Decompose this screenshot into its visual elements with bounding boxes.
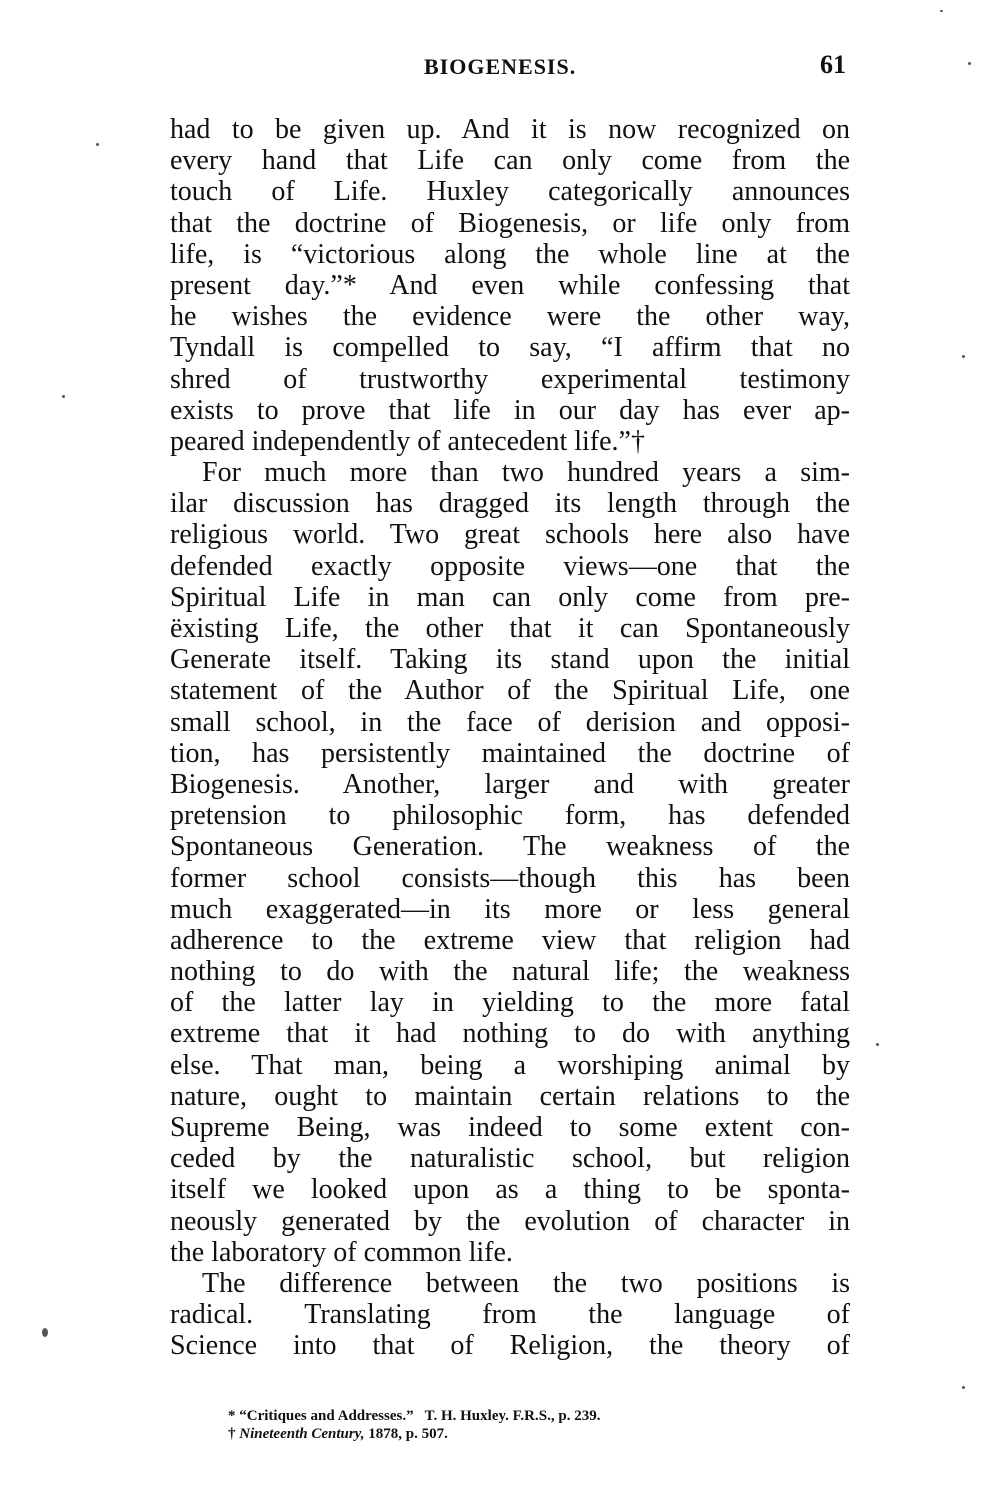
text-line: religious world. Two great schools here also have (170, 519, 850, 551)
footnotes (228, 1407, 828, 1443)
text-line: For much more than two hundred years a sim- (202, 457, 850, 489)
scan-speck (62, 395, 65, 398)
text-line: Spiritual Life in man can only come from pre- (170, 581, 850, 613)
text-line: ëxisting Life, the other that it can Spontaneously (170, 613, 850, 644)
scan-speck (940, 10, 943, 12)
text-line: he wishes the evidence were the other way, (170, 301, 850, 333)
scan-speck (42, 1328, 48, 1337)
text-line: else. That man, being a worshiping animal by (170, 1049, 850, 1081)
text-line: shred of trustworthy experimental testimony (170, 363, 850, 395)
scan-speck (962, 355, 965, 358)
text-line: pretension to philosophic form, has defended (170, 800, 850, 832)
footnote-huxley (228, 1407, 828, 1425)
running-title: BIOGENESIS. (424, 54, 577, 79)
text-line: Supreme Being, was indeed to some extent con- (170, 1112, 850, 1143)
footnote-author: T. H. Huxley. F.R.S., p. 239. (424, 1408, 601, 1424)
text-line: the laboratory of common life. (170, 1236, 513, 1268)
text-line: defended exactly opposite views—one that the (170, 550, 850, 582)
text-line: statement of the Author of the Spiritual Life, one (170, 675, 850, 707)
text-line: nature, ought to maintain certain relations to the (170, 1080, 850, 1112)
text-line: itself we looked upon as a thing to be sponta- (170, 1174, 850, 1206)
text-line: exists to prove that life in our day has ever ap- (170, 394, 850, 426)
body-text (170, 114, 850, 1362)
text-line: tion, has persistently maintained the doctrine of (170, 737, 850, 769)
footnote-marker: * (228, 1408, 236, 1424)
text-line: ilar discussion has dragged its length through the (170, 488, 850, 520)
text-line: Science into that of Religion, the theory of (170, 1330, 850, 1362)
text-line: Spontaneous Generation. The weakness of the (170, 831, 850, 863)
text-line: radical. Translating from the language of (170, 1299, 850, 1331)
footnote-title: “Critiques and Addresses.” (239, 1408, 414, 1424)
text-line: small school, in the face of derision and opposi- (170, 706, 850, 738)
text-line: Generate itself. Taking its stand upon the initial (170, 644, 850, 676)
text-line: peared independently of antecedent life.”† (170, 425, 645, 457)
text-line: touch of Life. Huxley categorically announces (170, 176, 850, 208)
running-head (168, 50, 850, 84)
text-line: Tyndall is compelled to say, “I affirm that no (170, 332, 850, 364)
footnote-detail: 1878, p. 507. (368, 1426, 448, 1442)
scan-speck (968, 62, 971, 65)
text-line: of the latter lay in yielding to the more fatal (170, 987, 850, 1019)
scan-speck (962, 1386, 965, 1389)
text-line: life, is “victorious along the whole line at the (170, 238, 850, 270)
text-line: nothing to do with the natural life; the weakness (170, 956, 850, 988)
page-number: 61 (820, 50, 846, 79)
text-line: every hand that Life can only come from the (170, 145, 850, 177)
text-line: ceded by the naturalistic school, but religion (170, 1143, 850, 1175)
text-line: present day.”* And even while confessing that (170, 269, 850, 301)
text-line: that the doctrine of Biogenesis, or life only from (170, 207, 850, 239)
footnote-work: Nineteenth Century, (239, 1426, 365, 1442)
text-line: much exaggerated—in its more or less general (170, 893, 850, 925)
text-line: Biogenesis. Another, larger and with greater (170, 768, 850, 800)
footnote-marker: † (228, 1426, 236, 1442)
text-line: former school consists—though this has been (170, 862, 850, 894)
scan-speck (876, 1043, 879, 1046)
text-line: adherence to the extreme view that religion had (170, 924, 850, 956)
text-line: The difference between the two positions is (202, 1267, 850, 1299)
footnote-nineteenth-century (228, 1425, 828, 1443)
text-line: extreme that it had nothing to do with anything (170, 1018, 850, 1050)
scan-speck (96, 143, 99, 146)
text-line: neously generated by the evolution of character in (170, 1205, 850, 1237)
text-line: had to be given up. And it is now recognized on (170, 114, 850, 145)
